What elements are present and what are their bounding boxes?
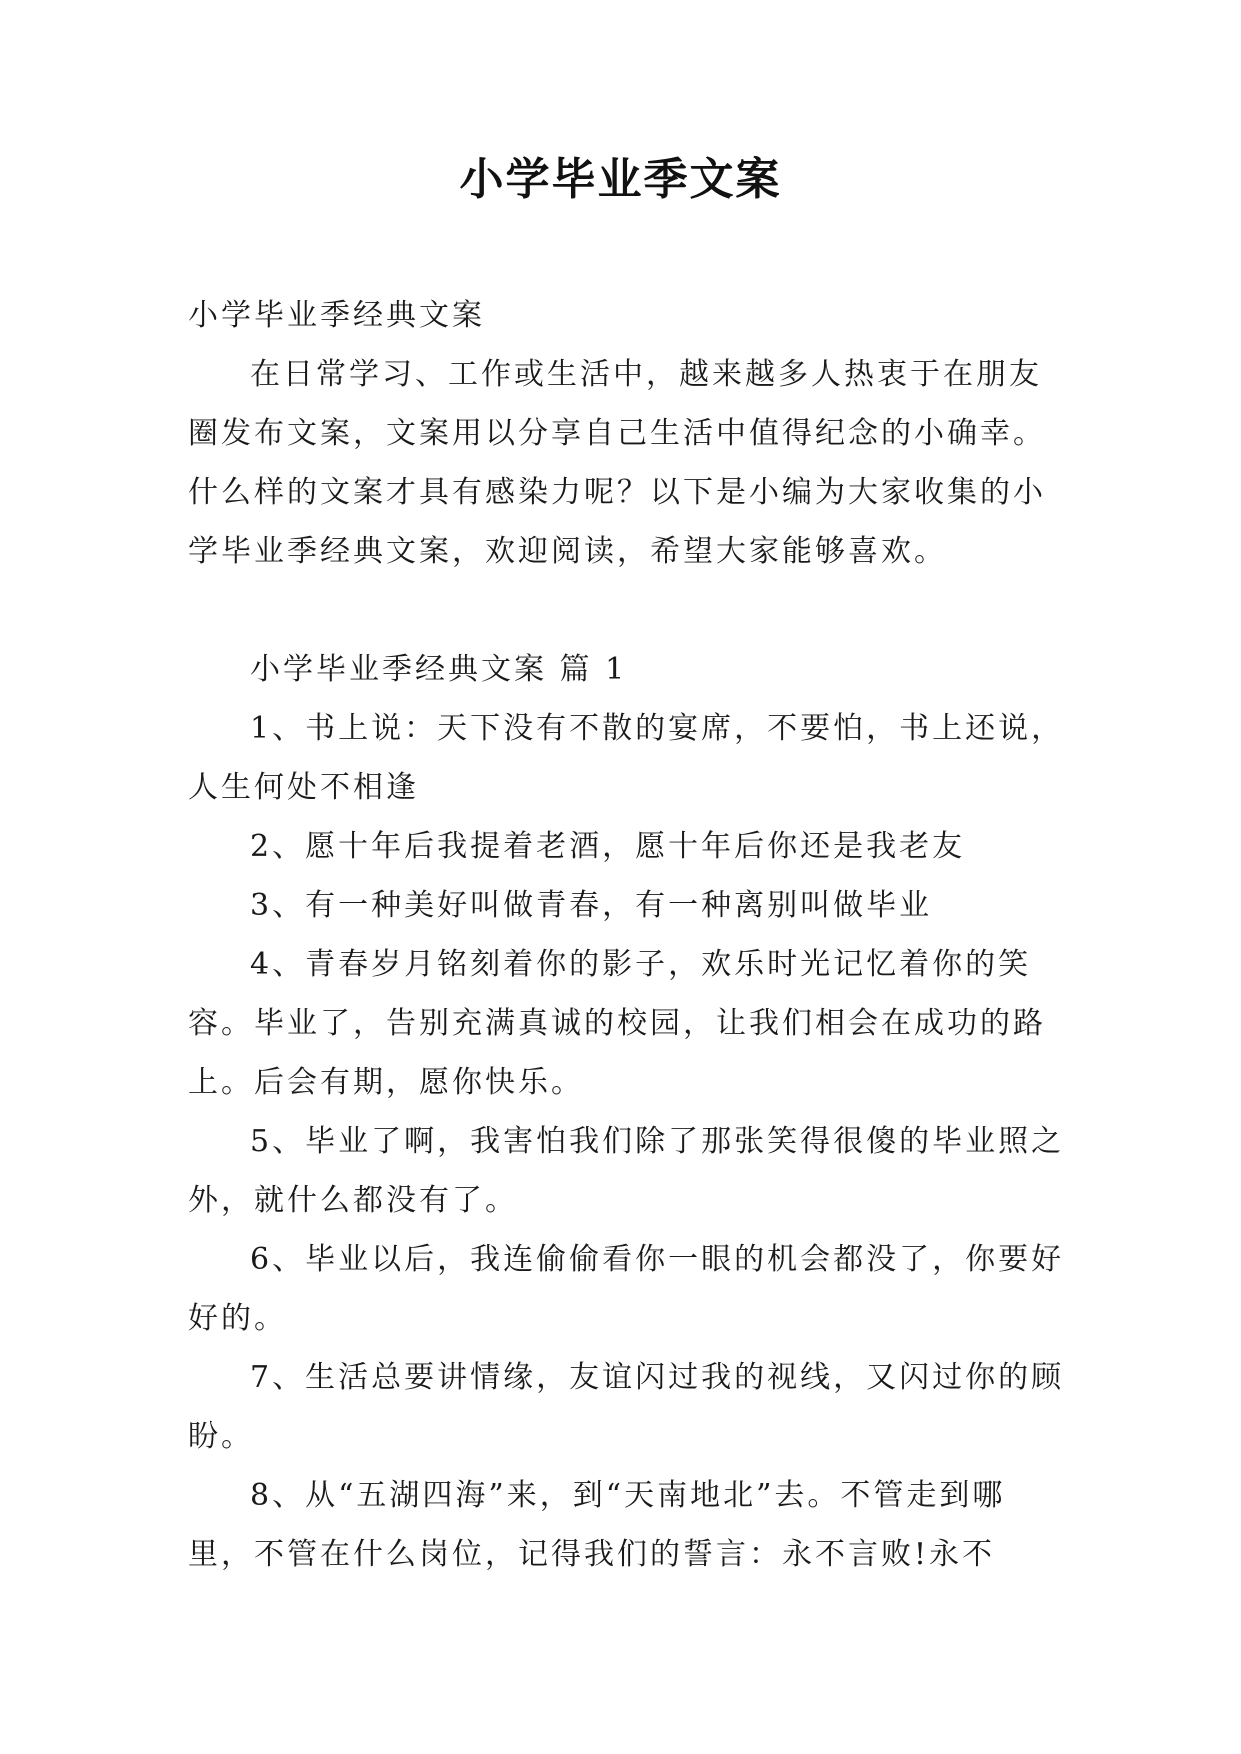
list-item-2: 2、愿十年后我提着老酒，愿十年后你还是我老友 [250, 829, 966, 864]
paragraph-spacer [188, 581, 1068, 640]
list-item-3: 3、有一种美好叫做青春，有一种离别叫做毕业 [250, 888, 933, 923]
document-body [188, 286, 1068, 1584]
list-item-8: 8、从“五湖四海”来，到“天南地北”去。不管走到哪里，不管在什么岗位，记得我们的誓言：永不言败!永不 [188, 1478, 1006, 1572]
list-item-7: 7、生活总要讲情缘，友谊闪过我的视线，又闪过你的顾盼。 [188, 1360, 1065, 1454]
list-item-5: 5、毕业了啊，我害怕我们除了那张笑得很傻的毕业照之外，就什么都没有了。 [188, 1124, 1065, 1218]
list-item-1: 1、书上说：天下没有不散的宴席，不要怕，书上还说，人生何处不相逢 [188, 711, 1065, 805]
list-item-4: 4、青春岁月铭刻着你的影子，欢乐时光记忆着你的笑容。毕业了，告别充满真诚的校园，让我们相会在成功的路上。后会有期，愿你快乐。 [188, 947, 1046, 1100]
section-heading: 小学毕业季经典文案 篇 1 [250, 652, 628, 687]
intro-paragraph: 在日常学习、工作或生活中，越来越多人热衷于在朋友圈发布文案，文案用以分享自己生活中值得纪念的小确幸。什么样的文案才具有感染力呢？以下是小编为大家收集的小学毕业季经典文案，欢迎阅读，希望大家能够喜欢。 [188, 357, 1046, 569]
subtitle: 小学毕业季经典文案 [188, 298, 485, 333]
list-item-6: 6、毕业以后，我连偷偷看你一眼的机会都没了，你要好好的。 [188, 1242, 1065, 1336]
document-title: 小学毕业季文案 [459, 154, 782, 205]
